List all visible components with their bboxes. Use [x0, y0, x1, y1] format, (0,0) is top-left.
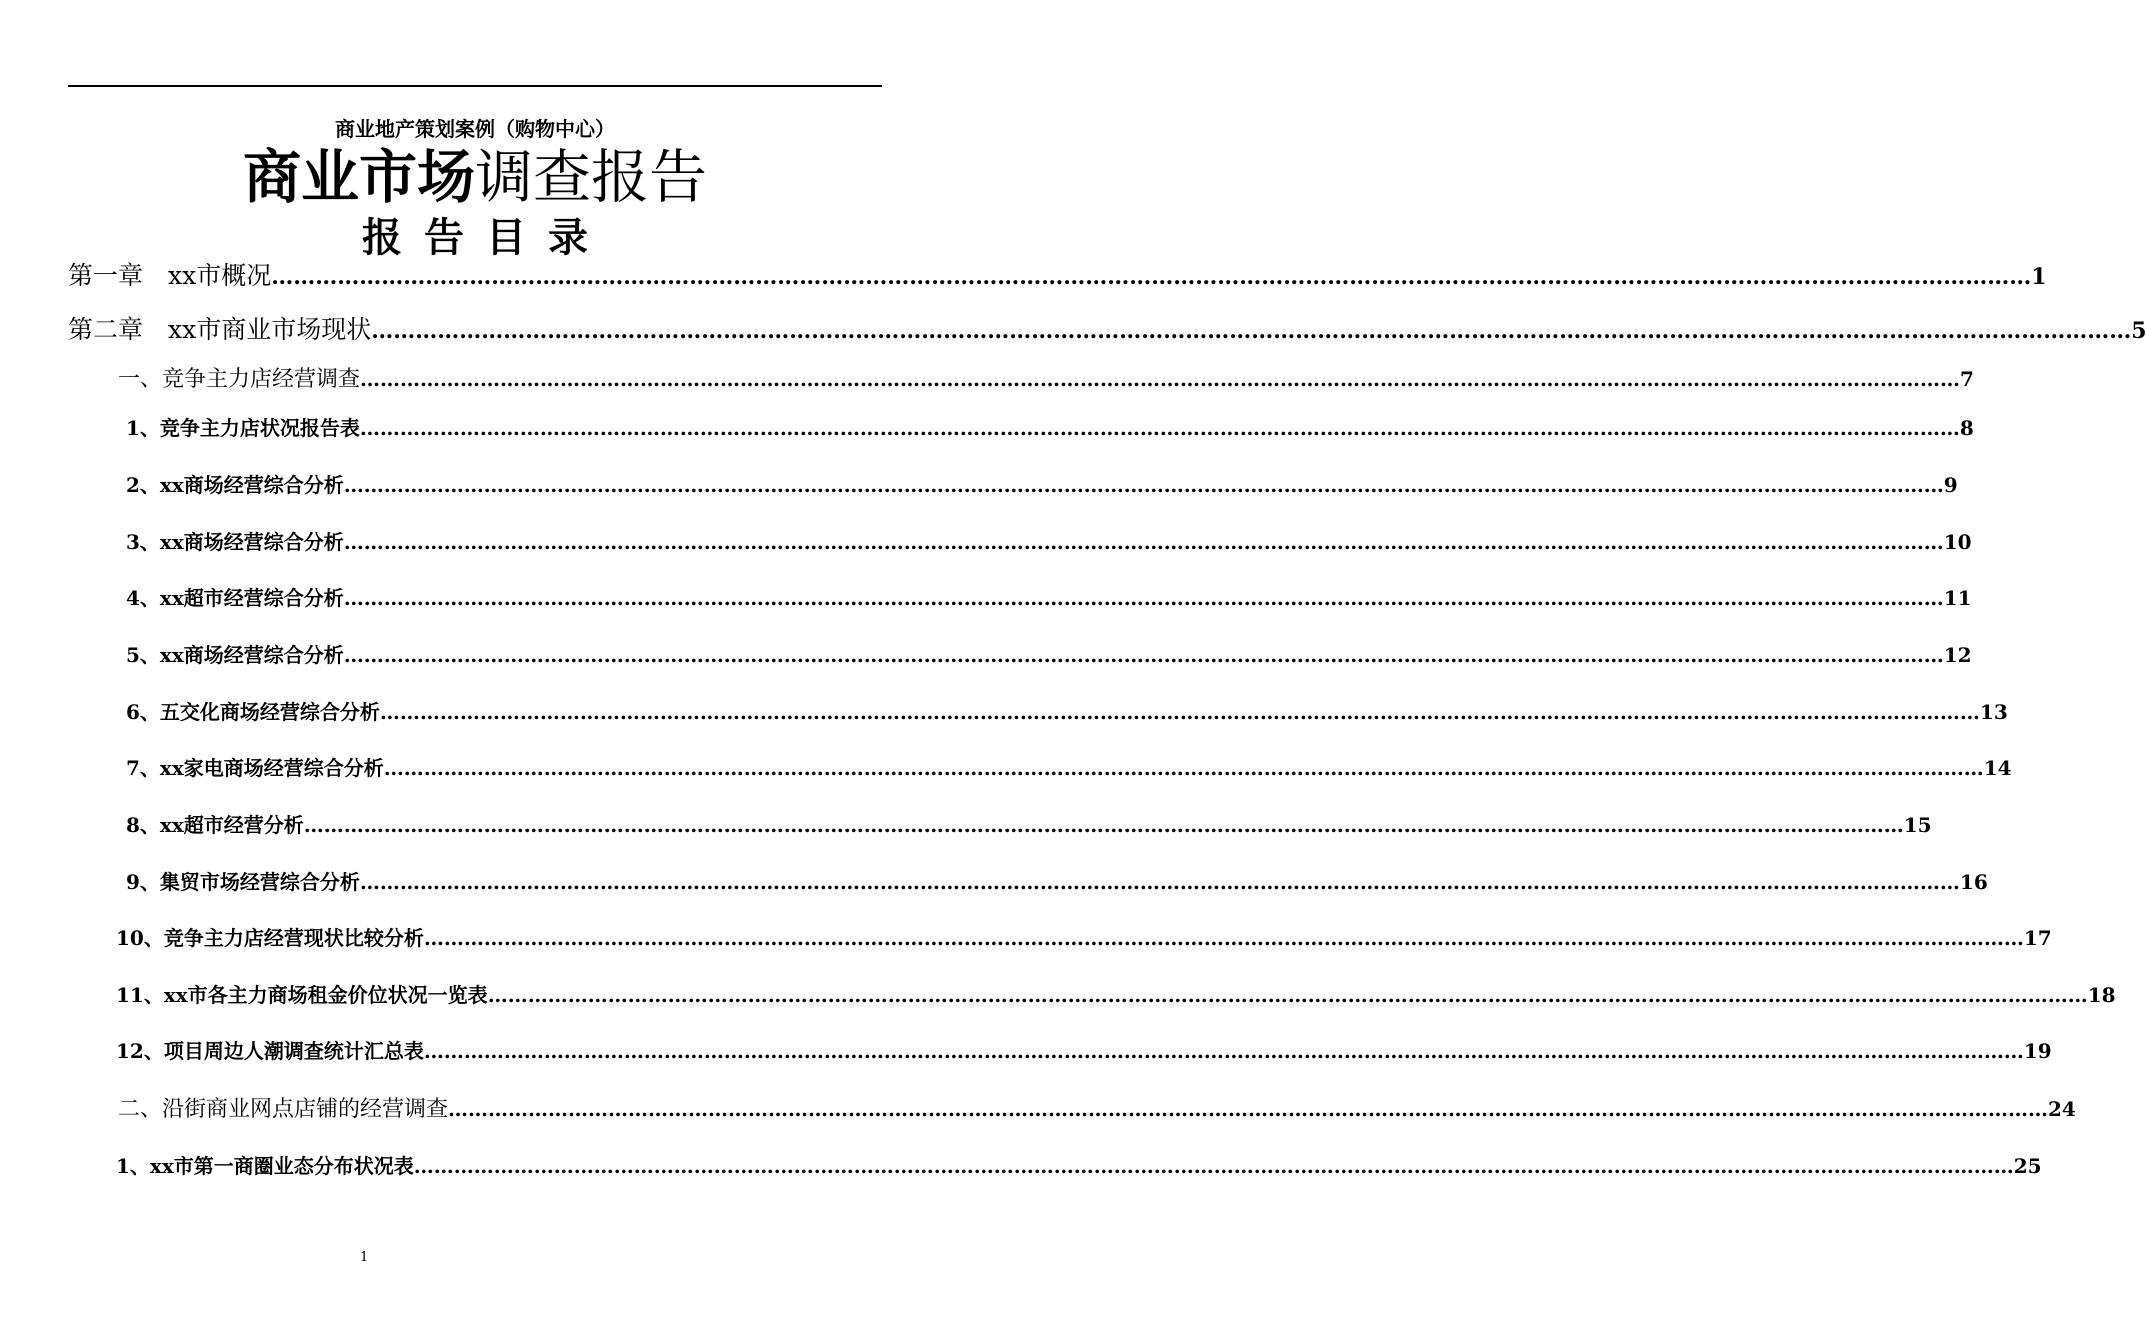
toc-entry[interactable]: [126, 696, 2008, 725]
toc-leader: ……………………………………………………………………………………………………………………………………………………………………………………………………………………: [423, 1039, 2024, 1063]
toc-entry-title: 一、竞争主力店经营调查: [118, 367, 361, 392]
toc-entry[interactable]: [118, 1092, 2076, 1123]
toc-entry[interactable]: [126, 526, 1972, 555]
toc-entry[interactable]: [126, 866, 1988, 895]
toc-entry[interactable]: [126, 752, 2012, 781]
toc-entry-page: 18: [2087, 983, 2116, 1007]
toc-entry-page: 17: [2023, 926, 2052, 950]
toc-leader: ……………………………………………………………………………………………………………………………………………………………………………………………………………………: [423, 926, 2024, 950]
toc-entry-page: 5: [2131, 318, 2147, 344]
toc-entry[interactable]: [116, 1035, 2052, 1064]
toc-entry-title: 9、集贸市场经营综合分析: [126, 870, 360, 894]
toc-entry[interactable]: [126, 412, 1974, 441]
toc-leader: ……………………………………………………………………………………………………………………………………………………………………………………………………………………: [343, 473, 1944, 497]
toc-leader: ……………………………………………………………………………………………………………………………………………………………………………………………………………………: [379, 700, 1980, 724]
document-title: [0, 140, 950, 214]
toc-leader: ……………………………………………………………………………………………………………………………………………………………………………………………………………………: [383, 756, 1984, 780]
toc-entry-title: 2、xx商场经营综合分析: [126, 473, 344, 497]
toc-entry-page: 9: [1943, 473, 1958, 497]
toc-leader: ……………………………………………………………………………………………………………………………………………………………………………………………………………………: [448, 1097, 2049, 1121]
toc-entry-title: 8、xx超市经营分析: [126, 813, 304, 837]
toc-leader: ……………………………………………………………………………………………………………………………………………………………………………………………………………………: [359, 870, 1960, 894]
toc-leader: ……………………………………………………………………………………………………………………………………………………………………………………………………………………: [413, 1154, 2014, 1178]
toc-entry[interactable]: [116, 979, 2116, 1008]
toc-entry-title: 二、沿街商业网点店铺的经营调查: [118, 1097, 449, 1122]
toc-entry-page: 7: [1960, 367, 1974, 391]
page-number: 1: [360, 1250, 369, 1265]
toc-entry-title: 第二章 xx市商业市场现状: [68, 315, 372, 344]
toc-entry-page: 24: [2048, 1097, 2076, 1121]
toc-entry-title: 3、xx商场经营综合分析: [126, 530, 344, 554]
toc-entry-page: 25: [2013, 1154, 2042, 1178]
toc-leader: ……………………………………………………………………………………………………………………………………………………………………………………………………………………: [271, 264, 2032, 290]
toc-entry-page: 12: [1943, 643, 1972, 667]
toc-heading: 报告目录: [362, 214, 610, 261]
toc-leader: ……………………………………………………………………………………………………………………………………………………………………………………………………………………: [487, 983, 2088, 1007]
toc-entry[interactable]: [126, 809, 1932, 838]
toc-entry-title: 11、xx市各主力商场租金价位状况一览表: [116, 983, 488, 1007]
toc-entry-title: 1、xx市第一商圈业态分布状况表: [116, 1154, 414, 1178]
toc-entry[interactable]: [116, 1150, 2042, 1179]
toc-entry[interactable]: [68, 256, 2047, 292]
toc-leader: ……………………………………………………………………………………………………………………………………………………………………………………………………………………: [303, 813, 1904, 837]
document-subtitle: 商业地产策划案例（购物中心）: [335, 117, 615, 141]
toc-leader: ……………………………………………………………………………………………………………………………………………………………………………………………………………………: [343, 530, 1944, 554]
toc-entry-title: 5、xx商场经营综合分析: [126, 643, 344, 667]
toc-entry-page: 11: [1943, 586, 1972, 610]
header-rule: [68, 85, 882, 87]
toc-entry-page: 8: [1959, 416, 1974, 440]
title-bold-part: 商业市场: [242, 143, 475, 211]
toc-entry-page: 13: [1979, 700, 2008, 724]
toc-entry-title: 4、xx超市经营综合分析: [126, 586, 344, 610]
toc-entry-page: 14: [1983, 756, 2012, 780]
toc-entry[interactable]: [118, 362, 1974, 393]
toc-entry-page: 16: [1959, 870, 1988, 894]
toc-leader: ……………………………………………………………………………………………………………………………………………………………………………………………………………………: [359, 416, 1960, 440]
toc-entry-page: 10: [1943, 530, 1972, 554]
toc-entry-title: 第一章 xx市概况: [68, 261, 272, 290]
toc-leader: ……………………………………………………………………………………………………………………………………………………………………………………………………………………: [343, 643, 1944, 667]
toc-entry-page: 19: [2023, 1039, 2052, 1063]
toc-entry-title: 6、五交化商场经营综合分析: [126, 700, 380, 724]
toc-entry-page: 15: [1903, 813, 1932, 837]
toc-entry-title: 1、竞争主力店状况报告表: [126, 416, 360, 440]
toc-leader: ……………………………………………………………………………………………………………………………………………………………………………………………………………………: [371, 318, 2132, 344]
title-normal-part: 调查报告: [475, 143, 708, 211]
toc-entry[interactable]: [116, 922, 2052, 951]
toc-entry-title: 12、项目周边人潮调查统计汇总表: [116, 1039, 424, 1063]
toc-entry-page: 1: [2031, 264, 2047, 290]
toc-entry[interactable]: [68, 310, 2147, 346]
toc-entry[interactable]: [126, 639, 1972, 668]
toc-entry[interactable]: [126, 582, 1972, 611]
toc-leader: ……………………………………………………………………………………………………………………………………………………………………………………………………………………: [360, 367, 1961, 391]
toc-entry-title: 10、竞争主力店经营现状比较分析: [116, 926, 424, 950]
toc-entry[interactable]: [126, 469, 1958, 498]
toc-entry-title: 7、xx家电商场经营综合分析: [126, 756, 384, 780]
toc-leader: ……………………………………………………………………………………………………………………………………………………………………………………………………………………: [343, 586, 1944, 610]
